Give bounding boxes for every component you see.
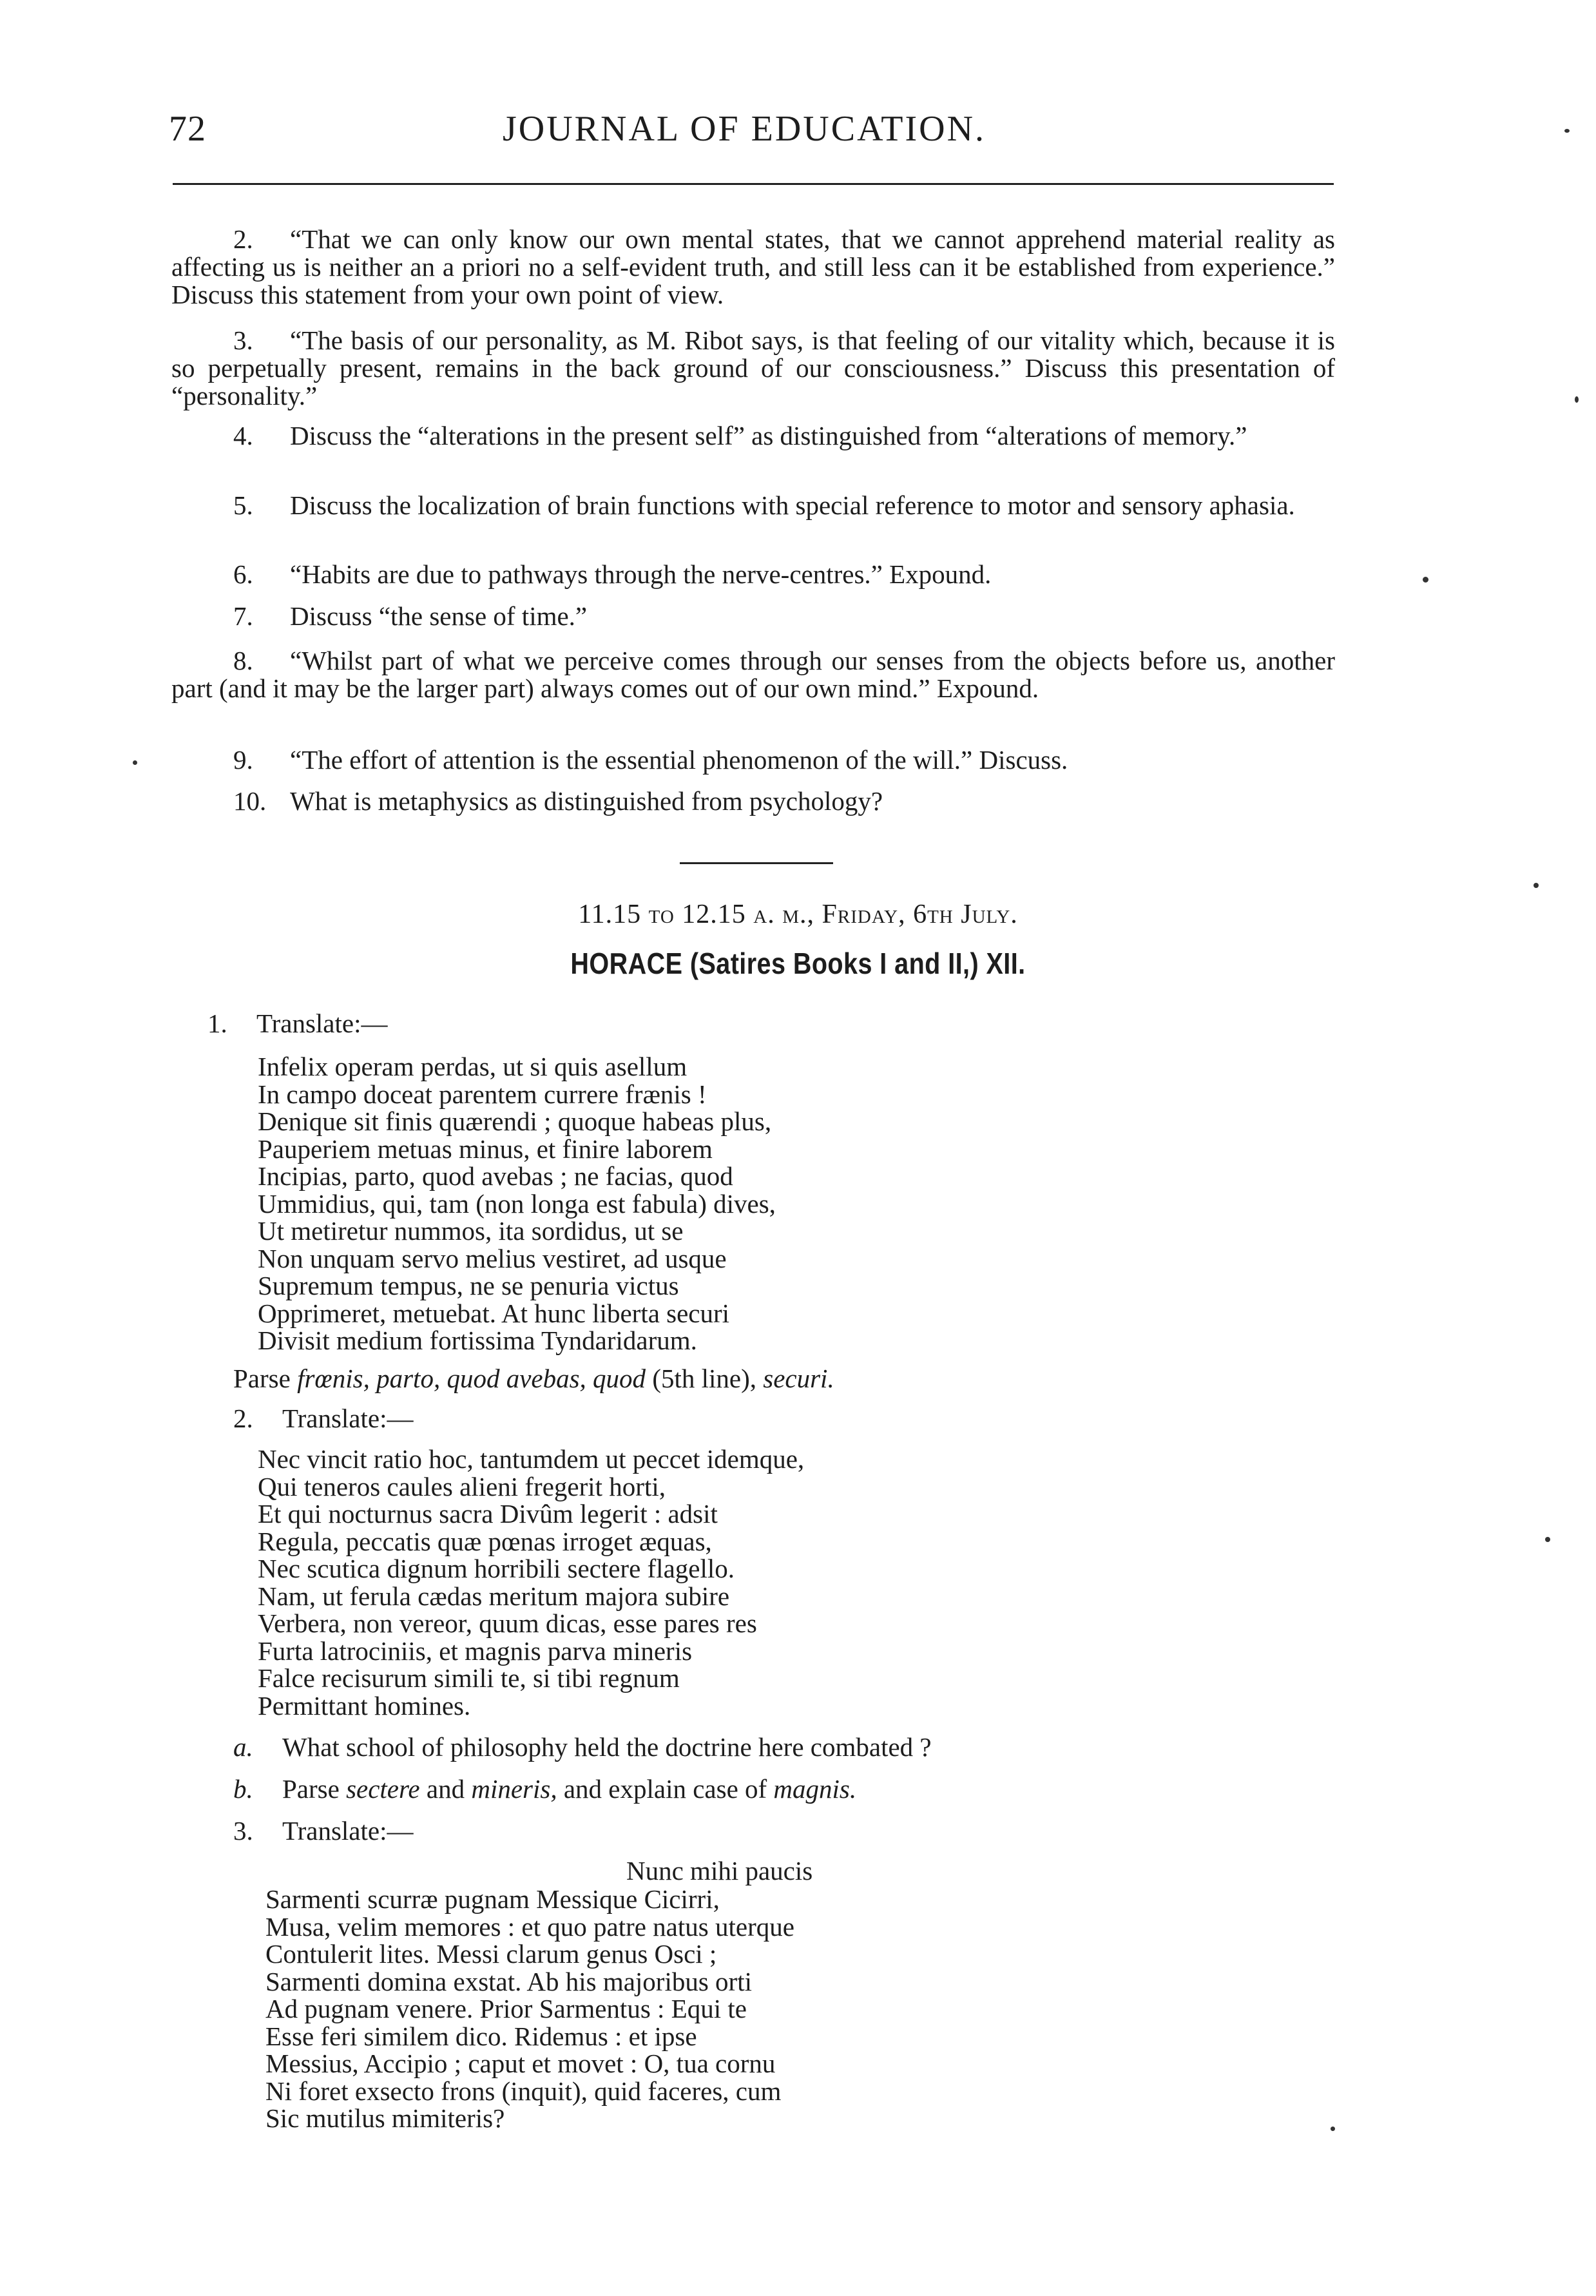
- question-text: What school of philosophy held the doctrine here combated ?: [282, 1732, 932, 1762]
- journal-title: JOURNAL OF EDUCATION.: [503, 109, 986, 149]
- question-7: [171, 603, 1335, 630]
- question-text: and: [426, 1774, 465, 1804]
- verse-line: Verbera, non vereor, quum dicas, esse pares res: [258, 1608, 757, 1638]
- passage-3-first-line: Nunc mihi paucis: [626, 1856, 813, 1886]
- print-speck: [1575, 396, 1579, 403]
- question-text: What is metaphysics as distinguished from psychology?: [290, 786, 883, 816]
- passage-3-heading: [233, 1817, 413, 1845]
- passage-1-parse: [233, 1363, 834, 1394]
- passage-number: 1.: [207, 1008, 227, 1038]
- print-speck: [1545, 1537, 1550, 1542]
- question-text: and explain case of: [563, 1774, 767, 1804]
- parse-words: frœnis, parto, quod avebas, quod: [297, 1364, 646, 1393]
- verse-line: Divisit medium fortissima Tyndaridarum.: [258, 1326, 697, 1355]
- question-number: 8.: [233, 646, 253, 675]
- passage-2-question-b: [233, 1775, 856, 1803]
- print-speck: [1534, 883, 1539, 888]
- verse-line: Infelix operam perdas, ut si quis asellum: [258, 1052, 687, 1081]
- passage-instruction: Translate:—: [256, 1008, 388, 1038]
- question-10: [171, 787, 1335, 815]
- verse-line: Ut metiretur nummos, ita sordidus, ut se: [258, 1216, 684, 1246]
- page-number: 72: [169, 109, 206, 149]
- passage-instruction: Translate:—: [282, 1404, 414, 1433]
- print-speck: [1423, 577, 1428, 583]
- question-text: “The basis of our personality, as M. Ribot says, is that feeling of our vitality which, because it is so perpetually present, remains in the back ground of our consciousness.” Discuss this presentation of “personality.”: [171, 325, 1335, 410]
- question-2: [171, 226, 1335, 309]
- verse-line: Non unquam servo melius vestiret, ad usque: [258, 1243, 727, 1273]
- verse-line: In campo doceat parentem currere frænis !: [258, 1079, 707, 1109]
- verse-line: Permittant homines.: [258, 1690, 471, 1721]
- verse-line: Sarmenti scurræ pugnam Messique Cicirri,: [265, 1884, 720, 1914]
- running-head: [0, 108, 1596, 160]
- passage-instruction: Translate:—: [282, 1816, 414, 1846]
- verse-line: Opprimeret, metuebat. At hunc liberta securi: [258, 1298, 730, 1328]
- verse-line: Furta latrociniis, et magnis parva mineris: [258, 1635, 693, 1666]
- parse-word: mineris,: [471, 1774, 557, 1804]
- verse-line: Qui teneros caules alieni fregerit horti,: [258, 1471, 666, 1501]
- question-text: “The effort of attention is the essential phenomenon of the will.” Discuss.: [290, 745, 1068, 775]
- verse-line: Falce recisurum simili te, si tibi regnum: [258, 1663, 680, 1693]
- question-number: 10.: [233, 786, 267, 816]
- passage-2-verse: [258, 1445, 804, 1719]
- question-text: “Whilst part of what we perceive comes through our senses from the objects before us, another part (and it may be the larger part) always comes out of our own mind.” Expound.: [171, 646, 1335, 703]
- verse-line: Messius, Accipio ; caput et movet : O, tua cornu: [265, 2049, 776, 2078]
- question-label: b.: [233, 1774, 253, 1804]
- question-text: Discuss the localization of brain functions with special reference to motor and sensory aphasia.: [290, 490, 1295, 520]
- question-number: 4.: [233, 421, 253, 450]
- parse-word: sectere: [346, 1774, 420, 1804]
- question-6: [171, 561, 1335, 588]
- passage-number: 3.: [233, 1816, 253, 1846]
- verse-line: Ad pugnam venere. Prior Sarmentus : Equi te: [265, 1994, 747, 2023]
- verse-line: Ni foret exsecto frons (inquit), quid faceres, cum: [265, 2076, 782, 2106]
- parse-last: securi.: [763, 1364, 834, 1393]
- question-4: [171, 422, 1335, 450]
- verse-line: Contulerit lites. Messi clarum genus Osci ;: [265, 1939, 717, 1969]
- question-number: 6.: [233, 559, 253, 589]
- passage-1-verse: [258, 1053, 776, 1355]
- verse-line: Regula, peccatis quæ pœnas irroget æquas,: [258, 1526, 712, 1556]
- verse-line: Esse feri similem dico. Ridemus : et ipse: [265, 2021, 697, 2051]
- verse-line: Musa, velim memores : et quo patre natus uterque: [265, 1911, 794, 1942]
- question-text: Discuss the “alterations in the present self” as distinguished from “alterations of memory.”: [290, 421, 1247, 450]
- passage-1-heading: [207, 1010, 387, 1037]
- question-number: 7.: [233, 601, 253, 631]
- section-divider: [680, 862, 833, 864]
- verse-line: Et qui nocturnus sacra Divûm legerit : adsit: [258, 1499, 718, 1529]
- verse-line: Incipias, parto, quod avebas ; ne facias, quod: [258, 1161, 733, 1191]
- print-speck: [1564, 129, 1570, 133]
- print-speck: [133, 760, 137, 765]
- parse-word: magnis.: [773, 1774, 857, 1804]
- question-3: [171, 327, 1335, 410]
- parse-note: (5th line),: [652, 1364, 756, 1393]
- question-9: [171, 746, 1335, 774]
- passage-number: 2.: [233, 1404, 253, 1433]
- passage-3-verse: [265, 1886, 794, 2132]
- section-title: HORACE (Satires Books I and II,) XII.: [570, 947, 1026, 980]
- question-number: 2.: [233, 224, 253, 254]
- question-number: 9.: [233, 745, 253, 775]
- question-label: a.: [233, 1732, 253, 1762]
- parse-label: Parse: [233, 1364, 291, 1393]
- question-8: [171, 647, 1335, 702]
- verse-line: Sarmenti domina exstat. Ab his majoribus orti: [265, 1966, 752, 1996]
- verse-line: Nec scutica dignum horribili sectere flagello.: [258, 1554, 735, 1583]
- print-speck: [1331, 2127, 1335, 2131]
- question-number: 5.: [233, 490, 253, 520]
- verse-line: Pauperiem metuas minus, et finire laborem: [258, 1134, 713, 1164]
- passage-2-heading: [233, 1405, 413, 1433]
- question-text: “That we can only know our own mental states, that we cannot apprehend material reality as affecting us is neither an a priori no a self-evident truth, and still less can it be established from experience.” Discuss this statement from your own point of view.: [171, 224, 1335, 309]
- session-time: 11.15 to 12.15 a. m., Friday, 6th July.: [578, 900, 1018, 929]
- header-rule: [173, 183, 1334, 185]
- verse-line: Supremum tempus, ne se penuria victus: [258, 1271, 679, 1300]
- question-5: [171, 492, 1335, 519]
- verse-line: Sic mutilus mimiteris?: [265, 2103, 505, 2133]
- verse-line: Denique sit finis quærendi ; quoque habeas plus,: [258, 1106, 772, 1136]
- question-text: Parse: [282, 1774, 340, 1804]
- question-text: “Habits are due to pathways through the nerve-centres.” Expound.: [290, 559, 992, 589]
- passage-2-question-a: [233, 1733, 932, 1761]
- question-number: 3.: [233, 325, 253, 355]
- question-text: Discuss “the sense of time.”: [290, 601, 588, 631]
- verse-line: Nec vincit ratio hoc, tantumdem ut peccet idemque,: [258, 1444, 805, 1474]
- verse-line: Ummidius, qui, tam (non longa est fabula) dives,: [258, 1188, 776, 1219]
- verse-line: Nam, ut ferula cædas meritum majora subire: [258, 1581, 730, 1611]
